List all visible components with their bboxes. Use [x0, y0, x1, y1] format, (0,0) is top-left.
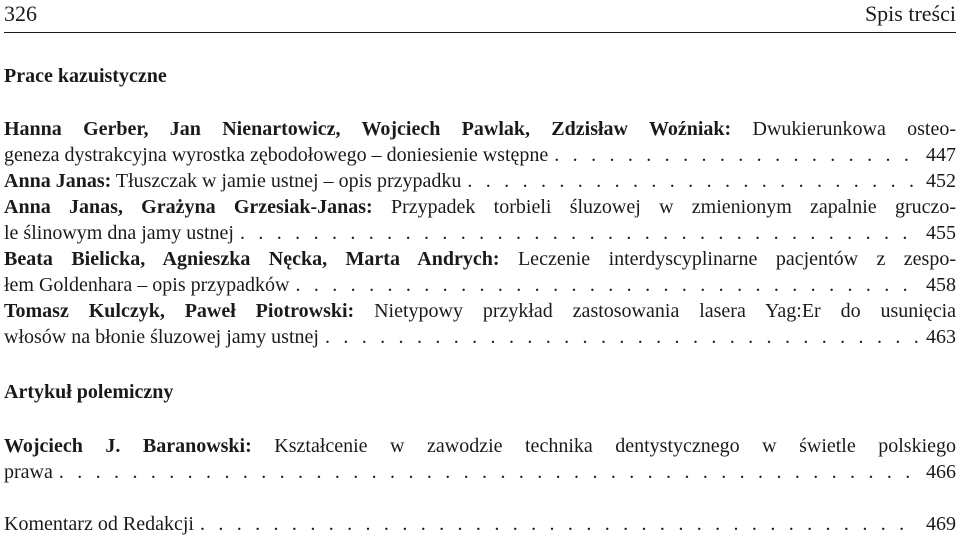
- toc-entry-title-end: le ślinowym dna jamy ustnej: [4, 222, 234, 244]
- dot-leader: [200, 511, 918, 537]
- dot-leader: [59, 459, 918, 485]
- toc-entry-text: [4, 168, 461, 194]
- toc-entry-title-end: włosów na błonie śluzowej jamy ustnej: [4, 326, 319, 348]
- toc-entry-title-end: łem Goldenhara – opis przypadków: [4, 274, 290, 296]
- toc-entry-last-line: [4, 459, 956, 485]
- toc-entry-kulczyk[interactable]: [4, 298, 956, 350]
- toc-entry-janas-grzesiak[interactable]: [4, 194, 956, 246]
- toc-entry-title: Komentarz od Redakcji: [4, 513, 194, 535]
- toc-entry-first-line: [4, 116, 956, 142]
- toc-entry-page: 447: [926, 144, 956, 166]
- toc-entry-last-line: [4, 168, 956, 194]
- toc-entry-last-line: [4, 272, 956, 298]
- section-heading-prace-kazuistyczne: Prace kazuistyczne: [4, 65, 167, 87]
- toc-entry-first-line: [4, 298, 956, 324]
- dot-leader: [467, 168, 918, 194]
- toc-entry-authors: Beata Bielicka, Agnieszka Nęcka, Marta Andrych:: [4, 248, 500, 270]
- toc-entry-baranowski[interactable]: [4, 433, 956, 485]
- dot-leader: [554, 142, 918, 168]
- toc-entry-janas[interactable]: [4, 168, 956, 194]
- toc-entry-title-start: Dwukierunkowa osteo-: [752, 118, 956, 140]
- toc-entry-title-end: geneza dystrakcyjna wyrostka zębodołowego – doniesienie wstępne: [4, 144, 549, 166]
- header-rule: [4, 32, 956, 33]
- dot-leader: [240, 220, 918, 246]
- running-title: Spis treści: [864, 1, 956, 26]
- toc-entry-page: 463: [926, 326, 956, 348]
- toc-page: [4, 0, 956, 541]
- toc-entry-title-start: Przypadek torbieli śluzowej w zmienionym zapalnie gruczo-: [391, 196, 956, 218]
- toc-entry-title-start: Kształcenie w zawodzie technika dentystycznego w świetle polskiego: [274, 435, 956, 457]
- toc-entry-title: Tłuszczak w jamie ustnej – opis przypadku: [115, 170, 462, 192]
- toc-entry-last-line: [4, 142, 956, 168]
- toc-entry-authors: Wojciech J. Baranowski:: [4, 435, 252, 457]
- section-heading-artykul-polemiczny: Artykuł polemiczny: [4, 381, 174, 403]
- dot-leader: [325, 324, 918, 350]
- toc-entry-page: 458: [926, 274, 956, 296]
- toc-entry-gerber[interactable]: [4, 116, 956, 168]
- toc-entry-title-end: prawa: [4, 461, 53, 483]
- toc-entry-first-line: [4, 194, 956, 220]
- toc-entry-authors: Hanna Gerber, Jan Nienartowicz, Wojciech Pawlak, Zdzisław Woźniak:: [4, 118, 732, 140]
- toc-entry-title-start: Nietypowy przykład zastosowania lasera Yag:Er do usunięcia: [374, 300, 956, 322]
- page-number: 326: [4, 1, 37, 26]
- toc-entry-authors: Anna Janas, Grażyna Grzesiak-Janas:: [4, 196, 373, 218]
- toc-entry-authors: Anna Janas:: [4, 170, 112, 192]
- toc-entry-page: 455: [926, 222, 956, 244]
- toc-entry-title-start: Leczenie interdyscyplinarne pacjentów z zespo-: [517, 248, 956, 270]
- toc-entry-last-line: [4, 511, 956, 537]
- toc-entry-first-line: [4, 433, 956, 459]
- page-header: [4, 0, 956, 28]
- dot-leader: [295, 272, 918, 298]
- toc-entry-page: 452: [926, 170, 956, 192]
- toc-entry-last-line: [4, 220, 956, 246]
- toc-entry-komentarz[interactable]: [4, 511, 956, 537]
- toc-entry-last-line: [4, 324, 956, 350]
- toc-entry-first-line: [4, 246, 956, 272]
- toc-entry-authors: Tomasz Kulczyk, Paweł Piotrowski:: [4, 300, 355, 322]
- toc-entry-bielicka[interactable]: [4, 246, 956, 298]
- toc-entry-page: 466: [926, 461, 956, 483]
- toc-entry-page: 469: [926, 513, 956, 535]
